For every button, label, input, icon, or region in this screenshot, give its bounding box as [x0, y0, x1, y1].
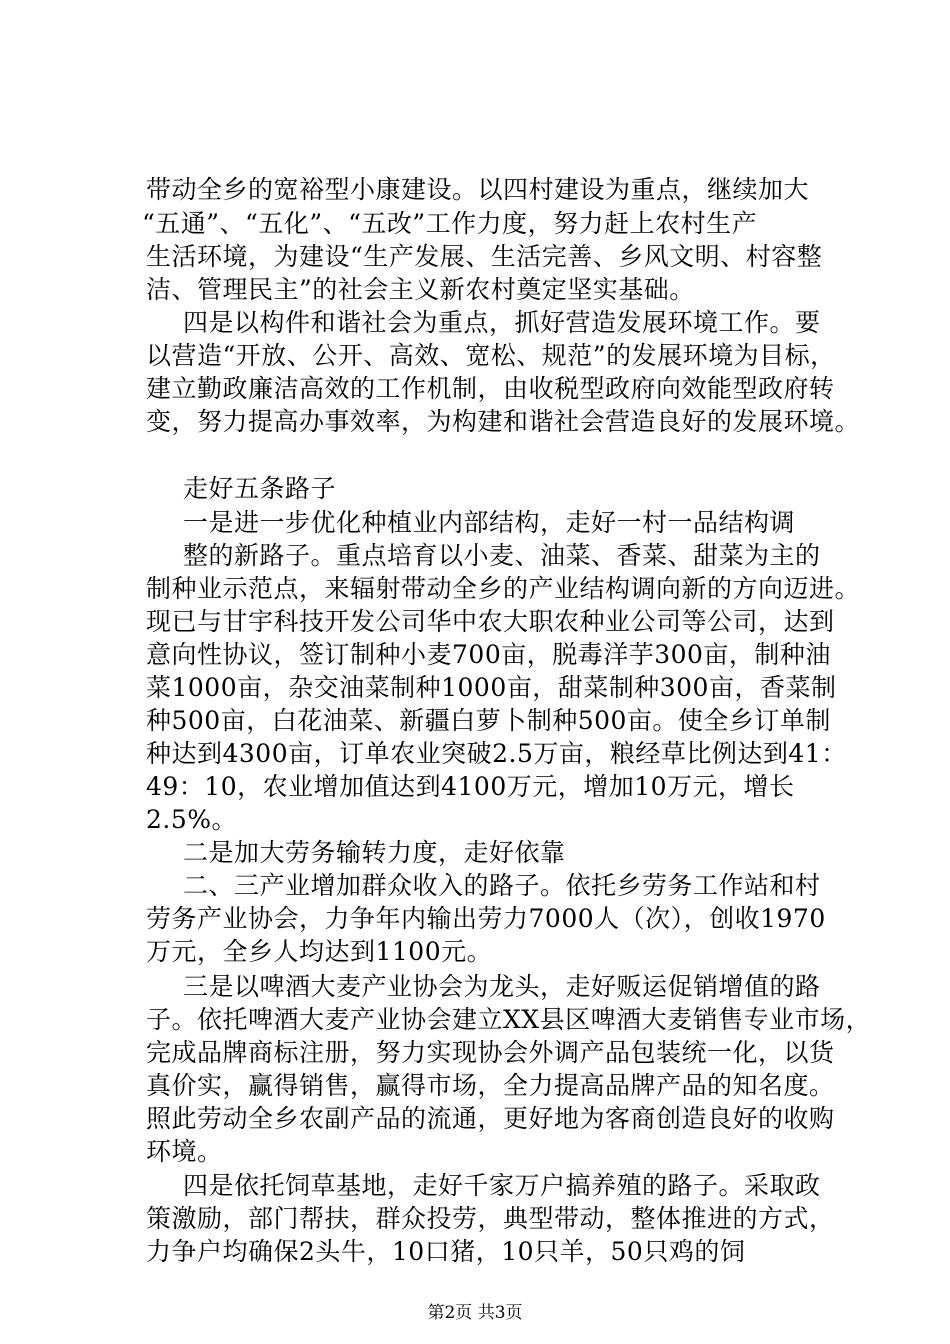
page-number: 第2页 共3页 — [427, 1303, 523, 1323]
paragraph-line: 二是加大劳务输转力度，走好依靠 — [183, 838, 566, 868]
paragraph-line: 以营造“开放、公开、高效、宽松、规范”的发展环境为目标， — [146, 341, 836, 371]
paragraph-line: 一是进一步优化种植业内部结构，走好一村一品结构调 — [183, 507, 796, 537]
paragraph-line: 完成品牌商标注册，努力实现协会外调产品包装统一化，以货 — [146, 1037, 835, 1067]
paragraph-line: 变，努力提高办事效率，为构建和谐社会营造良好的发展环境。 — [146, 407, 861, 437]
paragraph-line: 建立勤政廉洁高效的工作机制，由收税型政府向效能型政府转 — [146, 374, 835, 404]
paragraph-line: 四是以构件和谐社会为重点，抓好营造发展环境工作。要 — [183, 308, 821, 338]
paragraph-line: 劳务产业协会，力争年内输出劳力7000人（次），创收1970 — [146, 904, 826, 934]
paragraph-line: 真价实，赢得销售，赢得市场，全力提高品牌产品的知名度。 — [146, 1070, 835, 1100]
paragraph-line: 子。依托啤酒大麦产业协会建立XX县区啤酒大麦销售专业市场， — [146, 1004, 872, 1034]
paragraph-line: 种达到4300亩，订单农业突破2.5万亩，粮经草比例达到41： — [146, 739, 847, 769]
paragraph-line: 照此劳动全乡农副产品的流通，更好地为客商创造良好的收购 — [146, 1103, 835, 1133]
paragraph-line: 环境。 — [146, 1136, 223, 1166]
paragraph-line: 现已与甘宇科技开发公司华中农大职农种业公司等公司，达到 — [146, 606, 835, 636]
paragraph-line: 整的新路子。重点培育以小麦、油菜、香菜、甜菜为主的 — [183, 540, 821, 570]
paragraph-line: 万元，全乡人均达到1100元。 — [146, 937, 493, 967]
paragraph-line: 种500亩，白花油菜、新疆白萝卜制种500亩。使全乡订单制 — [146, 706, 831, 735]
paragraph-line: 生活环境，为建设“生产发展、生活完善、乡风文明、村容整 — [146, 242, 823, 272]
paragraph-line: 洁、管理民主”的社会主义新农村奠定坚实基础。 — [146, 275, 695, 305]
paragraph-line: “五通”、“五化”、“五改”工作力度，努力赶上农村生产 — [142, 209, 758, 238]
paragraph-line: 意向性协议，签订制种小麦700亩，脱毒洋芋300亩，制种油 — [146, 639, 831, 669]
paragraph-line: 策激励，部门帮扶，群众投劳，典型带动，整体推进的方式， — [146, 1203, 835, 1233]
paragraph-line: 制种业示范点，来辐射带动全乡的产业结构调向新的方向迈进。 — [146, 573, 861, 603]
paragraph-line: 49：10，农业增加值达到4100万元，增加10万元，增长 — [146, 772, 795, 802]
paragraph-line: 力争户均确保2头牛，10口猪，10只羊，50只鸡的饲 — [146, 1237, 746, 1266]
paragraph-line: 四是依托饲草基地，走好千家万户搞养殖的路子。采取政 — [183, 1170, 821, 1200]
paragraph-line: 二、三产业增加群众收入的路子。依托乡劳务工作站和村 — [183, 871, 821, 901]
section-heading: 走好五条路子 — [183, 473, 337, 503]
paragraph-line: 带动全乡的宽裕型小康建设。以四村建设为重点，继续加大 — [146, 175, 810, 204]
paragraph-line: 2.5%。 — [146, 805, 238, 835]
paragraph-line: 菜1000亩，杂交油菜制种1000亩，甜菜制种300亩，香菜制 — [146, 672, 837, 702]
paragraph-line: 三是以啤酒大麦产业协会为龙头，走好贩运促销增值的路 — [183, 971, 821, 1001]
